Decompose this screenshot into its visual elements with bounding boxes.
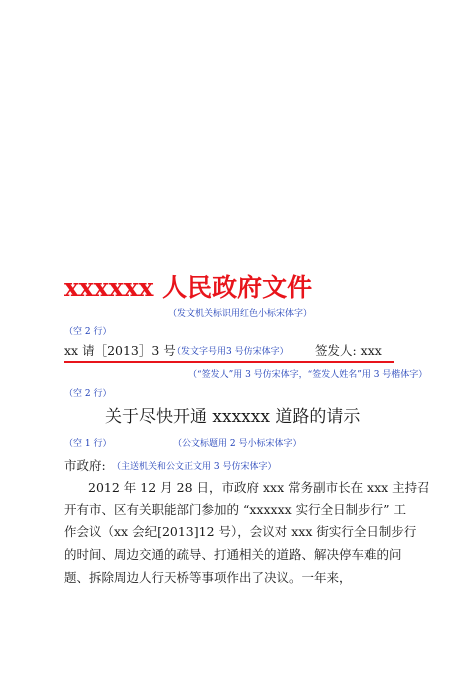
body-line: 2012 年 12 月 28 日，市政府 xxx 常务副市长在 xxx 主持召 <box>88 480 430 495</box>
red-separator-line <box>64 361 394 363</box>
title-format-note: （发文机关标识用红色小标宋体字） <box>168 309 313 319</box>
doc-number: xx 请［2013］3 号 <box>64 343 176 358</box>
recipient-format-note: （主送机关和公文正文用 3 号仿宋体字） <box>112 462 277 472</box>
body-line: 的时间、周边交通的疏导、打通相关的道路、解决停车难的问 <box>64 547 402 562</box>
body-line: 作会议（xx 会纪[2013]12 号），会议对 xxx 街实行全日制步行 <box>64 524 417 539</box>
subject-format-note: （公文标题用 2 号小标宋体字） <box>173 439 302 449</box>
signer-format-note: （“签发人”用 3 号仿宋体字，“签发人姓名”用 3 号楷体字） <box>188 370 428 380</box>
signer: 签发人: xxx <box>315 343 382 358</box>
recipient: 市政府: <box>64 458 106 473</box>
doc-number-row <box>64 341 396 359</box>
document-subject: 关于尽快开通 xxxxxx 道路的请示 <box>105 407 361 427</box>
issuing-authority-title: xxxxxx 人民政府文件 <box>64 273 313 302</box>
body-line: 题、拆除周边人行天桥等事项作出了决议。一年来， <box>64 570 352 585</box>
blank-lines-note-1: （空 2 行） <box>64 327 112 337</box>
blank-lines-note-2: （空 2 行） <box>64 389 112 399</box>
blank-lines-note-3: （空 1 行） <box>64 439 112 449</box>
body-line: 开有市、区有关职能部门参加的 “xxxxxx 实行全日制步行” 工 <box>64 502 406 517</box>
doc-number-note: （发文字号用3 号仿宋体字） <box>172 347 289 357</box>
